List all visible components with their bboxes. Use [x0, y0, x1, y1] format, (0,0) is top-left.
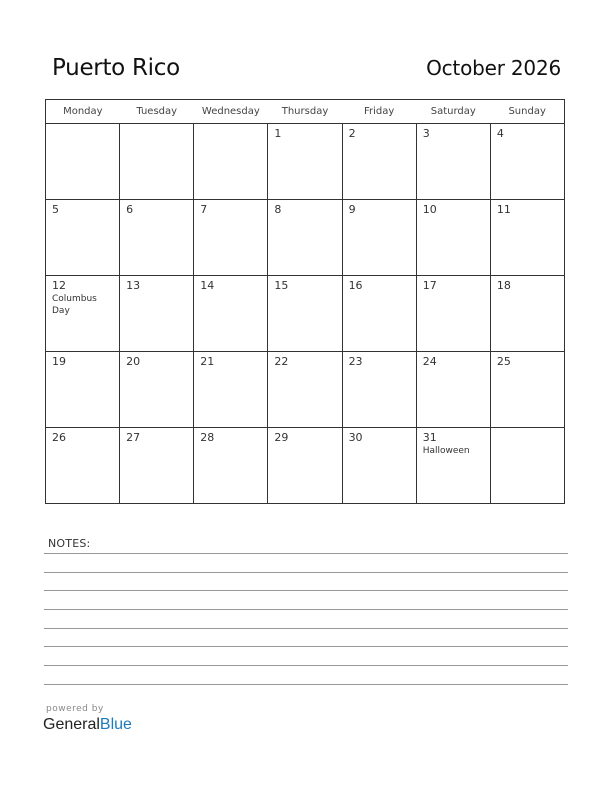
day-number: 20: [126, 355, 141, 368]
holiday-label: Halloween: [422, 446, 470, 456]
note-line: [44, 590, 568, 591]
day-number: 24: [422, 355, 437, 368]
day-cell: [342, 200, 416, 276]
day-number: 17: [422, 279, 437, 292]
weekday-header: Sunday: [490, 100, 564, 124]
note-line: [44, 609, 568, 610]
day-cell: [120, 352, 194, 428]
brand-blue-text: Blue: [99, 716, 132, 733]
day-cell: [268, 124, 342, 200]
powered-by-text: powered by: [46, 704, 104, 714]
day-number: 19: [52, 355, 66, 368]
day-cell: [194, 200, 268, 276]
day-cell: [194, 124, 268, 200]
day-cell: [490, 428, 564, 504]
day-cell: [490, 352, 564, 428]
note-line: [44, 646, 568, 647]
day-cell: [268, 428, 342, 504]
day-number: 25: [496, 355, 511, 368]
weekday-header: Friday: [342, 100, 416, 124]
weekday-header: Tuesday: [120, 100, 194, 124]
day-cell: [490, 124, 564, 200]
generalblue-logo[interactable]: [43, 716, 132, 734]
day-cell: [342, 428, 416, 504]
day-number: 3: [422, 127, 430, 140]
day-cell: [194, 352, 268, 428]
day-number: 4: [496, 127, 504, 140]
day-number: 27: [126, 431, 141, 444]
weekday-header: Thursday: [268, 100, 342, 124]
day-cell: [342, 124, 416, 200]
weekday-header: Monday: [46, 100, 120, 124]
brand-general-text: General: [43, 716, 100, 733]
note-line: [44, 572, 568, 573]
day-cell: [416, 276, 490, 352]
note-line: [44, 628, 568, 629]
day-cell: [120, 428, 194, 504]
note-line: [44, 684, 568, 685]
day-number: 31: [422, 431, 437, 444]
week-row: [46, 428, 565, 504]
day-cell: [46, 124, 120, 200]
week-row: [46, 276, 565, 352]
day-number: 15: [274, 279, 289, 292]
day-number: 6: [126, 203, 134, 216]
calendar-grid: [45, 99, 565, 504]
day-number: 10: [422, 203, 437, 216]
day-number: 18: [496, 279, 511, 292]
day-cell: [490, 276, 564, 352]
holiday-label: Columbus Day: [52, 294, 97, 316]
week-row: [46, 352, 565, 428]
weekday-header: Saturday: [416, 100, 490, 124]
day-cell: [268, 276, 342, 352]
notes-label: NOTES:: [48, 537, 91, 550]
day-cell: [46, 276, 120, 352]
day-number: 26: [52, 431, 66, 444]
day-cell: [120, 124, 194, 200]
day-cell: [194, 428, 268, 504]
day-number: 22: [274, 355, 289, 368]
day-number: 12: [52, 279, 66, 292]
day-number: 23: [348, 355, 363, 368]
day-number: 28: [200, 431, 215, 444]
day-number: 30: [348, 431, 363, 444]
day-number: 2: [348, 127, 356, 140]
day-number: 29: [274, 431, 289, 444]
day-cell: [416, 200, 490, 276]
day-cell: [342, 352, 416, 428]
day-number: 7: [200, 203, 208, 216]
note-line: [44, 553, 568, 554]
day-cell: [416, 124, 490, 200]
day-cell: [268, 352, 342, 428]
month-title: October 2026: [426, 56, 561, 80]
day-cell: [416, 352, 490, 428]
day-cell: [120, 276, 194, 352]
day-cell: [490, 200, 564, 276]
day-number: 11: [496, 203, 511, 216]
weekday-header: Wednesday: [194, 100, 268, 124]
day-number: 14: [200, 279, 215, 292]
day-number: 9: [348, 203, 356, 216]
day-number: 8: [274, 203, 282, 216]
day-number: 1: [274, 127, 282, 140]
region-title: Puerto Rico: [52, 55, 180, 81]
day-cell: [46, 428, 120, 504]
day-number: 21: [200, 355, 215, 368]
day-cell: [194, 276, 268, 352]
note-line: [44, 665, 568, 666]
day-cell: [46, 352, 120, 428]
week-row: [46, 200, 565, 276]
day-cell: [416, 428, 490, 504]
day-cell: [268, 200, 342, 276]
day-cell: [120, 200, 194, 276]
day-cell: [342, 276, 416, 352]
day-cell: [46, 200, 120, 276]
day-number: 13: [126, 279, 141, 292]
day-number: 5: [52, 203, 59, 216]
week-row: [46, 124, 565, 200]
weekday-header-row: [46, 100, 565, 124]
day-number: 16: [348, 279, 363, 292]
